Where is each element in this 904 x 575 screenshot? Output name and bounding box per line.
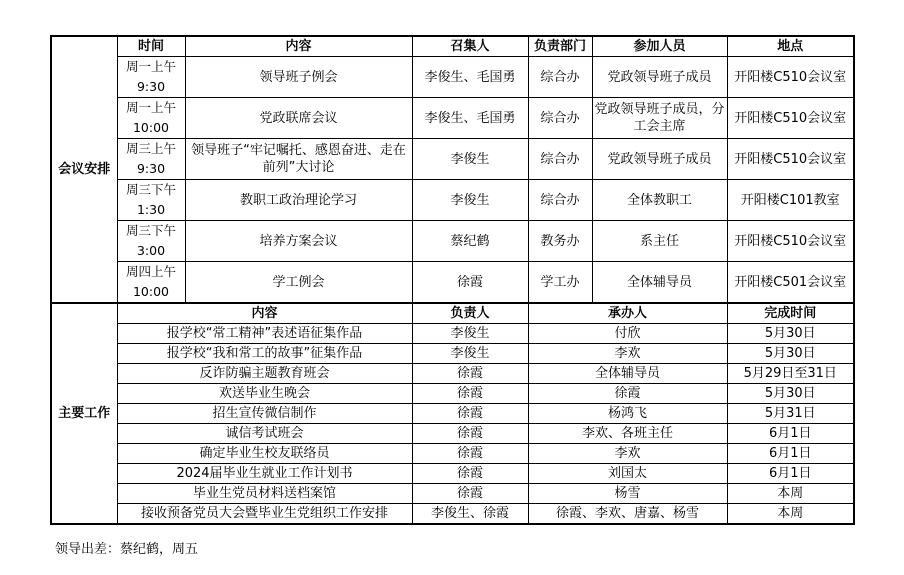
task-handler: 徐霞	[528, 384, 727, 404]
task-owner: 李俊生	[412, 344, 528, 364]
task-owner: 徐霞	[412, 424, 528, 444]
meeting-convener: 蔡纪鹤	[412, 221, 528, 262]
task-content: 招生宣传微信制作	[117, 404, 412, 424]
task-owner: 徐霞	[412, 484, 528, 504]
task-due: 本周	[727, 484, 854, 504]
task-due: 5月30日	[727, 324, 854, 344]
task-row	[51, 344, 854, 364]
tasks-header-row	[51, 303, 854, 324]
task-handler: 李欢、各班主任	[528, 424, 727, 444]
task-row	[51, 464, 854, 484]
tasks-column-header: 负责人	[412, 303, 528, 324]
task-due: 6月1日	[727, 464, 854, 484]
task-content: 确定毕业生校友联络员	[117, 444, 412, 464]
task-row	[51, 424, 854, 444]
meeting-attendees: 党政领导班子成员	[592, 139, 727, 180]
meetings-column-header: 地点	[727, 36, 854, 57]
meeting-row	[51, 180, 854, 221]
meeting-department: 综合办	[528, 57, 592, 98]
task-row	[51, 364, 854, 384]
meeting-attendees: 全体教职工	[592, 180, 727, 221]
meeting-department: 综合办	[528, 98, 592, 139]
meeting-convener: 李俊生	[412, 180, 528, 221]
task-row	[51, 404, 854, 424]
meeting-time-clock: 10:00	[132, 120, 170, 135]
meeting-convener: 李俊生、毛国勇	[412, 98, 528, 139]
task-row	[51, 444, 854, 464]
meeting-time	[117, 57, 185, 98]
task-handler: 徐霞、李欢、唐嘉、杨雪	[528, 504, 727, 525]
task-row	[51, 384, 854, 404]
meeting-department: 综合办	[528, 139, 592, 180]
meeting-content: 领导班子“牢记嘱托、感恩奋进、走在前列”大讨论	[185, 139, 412, 180]
task-handler: 付欣	[528, 324, 727, 344]
meeting-attendees: 全体辅导员	[592, 262, 727, 304]
task-content: 报学校“常工精神”表述语征集作品	[117, 324, 412, 344]
meeting-time	[117, 98, 185, 139]
meeting-convener: 李俊生	[412, 139, 528, 180]
meeting-convener: 徐霞	[412, 262, 528, 304]
task-handler: 李欢	[528, 444, 727, 464]
meeting-time-day: 周三上午	[125, 141, 176, 156]
meeting-time	[117, 221, 185, 262]
meeting-time	[117, 180, 185, 221]
task-due: 5月30日	[727, 344, 854, 364]
meeting-time-clock: 1:30	[136, 202, 166, 217]
task-due: 6月1日	[727, 424, 854, 444]
task-content: 毕业生党员材料送档案馆	[117, 484, 412, 504]
tasks-column-header: 内容	[117, 303, 412, 324]
meeting-time	[117, 139, 185, 180]
meeting-row	[51, 98, 854, 139]
leader-travel-note: 领导出差：蔡纪鹤，周五	[55, 542, 199, 557]
meeting-time-day: 周三下午	[125, 223, 176, 238]
meeting-time-clock: 9:30	[136, 161, 166, 176]
tasks-section-label: 主要工作	[51, 303, 117, 524]
meeting-time-day: 周一上午	[125, 59, 176, 74]
task-handler: 李欢	[528, 344, 727, 364]
meetings-column-header: 召集人	[412, 36, 528, 57]
schedule-table	[50, 35, 855, 525]
meeting-time-day: 周三下午	[125, 182, 176, 197]
task-owner: 徐霞	[412, 384, 528, 404]
meeting-row	[51, 139, 854, 180]
meeting-content: 领导班子例会	[185, 57, 412, 98]
meeting-row	[51, 221, 854, 262]
task-content: 接收预备党员大会暨毕业生党组织工作安排	[117, 504, 412, 525]
meeting-time-clock: 3:00	[136, 243, 166, 258]
meeting-content: 教职工政治理论学习	[185, 180, 412, 221]
task-owner: 徐霞	[412, 404, 528, 424]
meeting-attendees: 系主任	[592, 221, 727, 262]
meeting-department: 综合办	[528, 180, 592, 221]
meeting-location: 开阳楼C501会议室	[727, 262, 854, 304]
meeting-time-clock: 9:30	[136, 79, 166, 94]
task-owner: 李俊生、徐霞	[412, 504, 528, 525]
meetings-column-header: 负责部门	[528, 36, 592, 57]
meeting-department: 教务办	[528, 221, 592, 262]
meeting-row	[51, 57, 854, 98]
meeting-time-day: 周四上午	[125, 264, 176, 279]
task-content: 欢送毕业生晚会	[117, 384, 412, 404]
task-content: 诚信考试班会	[117, 424, 412, 444]
meetings-column-header: 内容	[185, 36, 412, 57]
task-due: 6月1日	[727, 444, 854, 464]
meeting-time	[117, 262, 185, 304]
task-due: 5月31日	[727, 404, 854, 424]
task-handler: 杨雪	[528, 484, 727, 504]
task-owner: 李俊生	[412, 324, 528, 344]
meetings-header-row	[51, 36, 854, 57]
task-content: 报学校“我和常工的故事”征集作品	[117, 344, 412, 364]
meeting-location: 开阳楼C510会议室	[727, 98, 854, 139]
task-owner: 徐霞	[412, 364, 528, 384]
task-handler: 刘国太	[528, 464, 727, 484]
meeting-attendees: 党政领导班子成员，分工会主席	[592, 98, 727, 139]
task-row	[51, 484, 854, 504]
meetings-column-header: 时间	[117, 36, 185, 57]
task-owner: 徐霞	[412, 464, 528, 484]
task-content: 2024届毕业生就业工作计划书	[117, 464, 412, 484]
task-row	[51, 324, 854, 344]
task-handler: 全体辅导员	[528, 364, 727, 384]
meeting-content: 党政联席会议	[185, 98, 412, 139]
meeting-content: 学工例会	[185, 262, 412, 304]
task-due: 5月30日	[727, 384, 854, 404]
tasks-column-header: 承办人	[528, 303, 727, 324]
meeting-row	[51, 262, 854, 304]
meeting-location: 开阳楼C101教室	[727, 180, 854, 221]
meeting-content: 培养方案会议	[185, 221, 412, 262]
task-due: 5月29日至31日	[727, 364, 854, 384]
tasks-column-header: 完成时间	[727, 303, 854, 324]
meeting-department: 学工办	[528, 262, 592, 304]
task-handler: 杨鸿飞	[528, 404, 727, 424]
task-due: 本周	[727, 504, 854, 525]
meeting-attendees: 党政领导班子成员	[592, 57, 727, 98]
meeting-location: 开阳楼C510会议室	[727, 221, 854, 262]
task-row	[51, 504, 854, 525]
task-content: 反诈防骗主题教育班会	[117, 364, 412, 384]
meetings-column-header: 参加人员	[592, 36, 727, 57]
meeting-location: 开阳楼C510会议室	[727, 139, 854, 180]
meeting-time-day: 周一上午	[125, 100, 176, 115]
meeting-time-clock: 10:00	[132, 284, 170, 299]
task-owner: 徐霞	[412, 444, 528, 464]
meeting-location: 开阳楼C510会议室	[727, 57, 854, 98]
meeting-convener: 李俊生、毛国勇	[412, 57, 528, 98]
meetings-section-label: 会议安排	[51, 36, 117, 303]
